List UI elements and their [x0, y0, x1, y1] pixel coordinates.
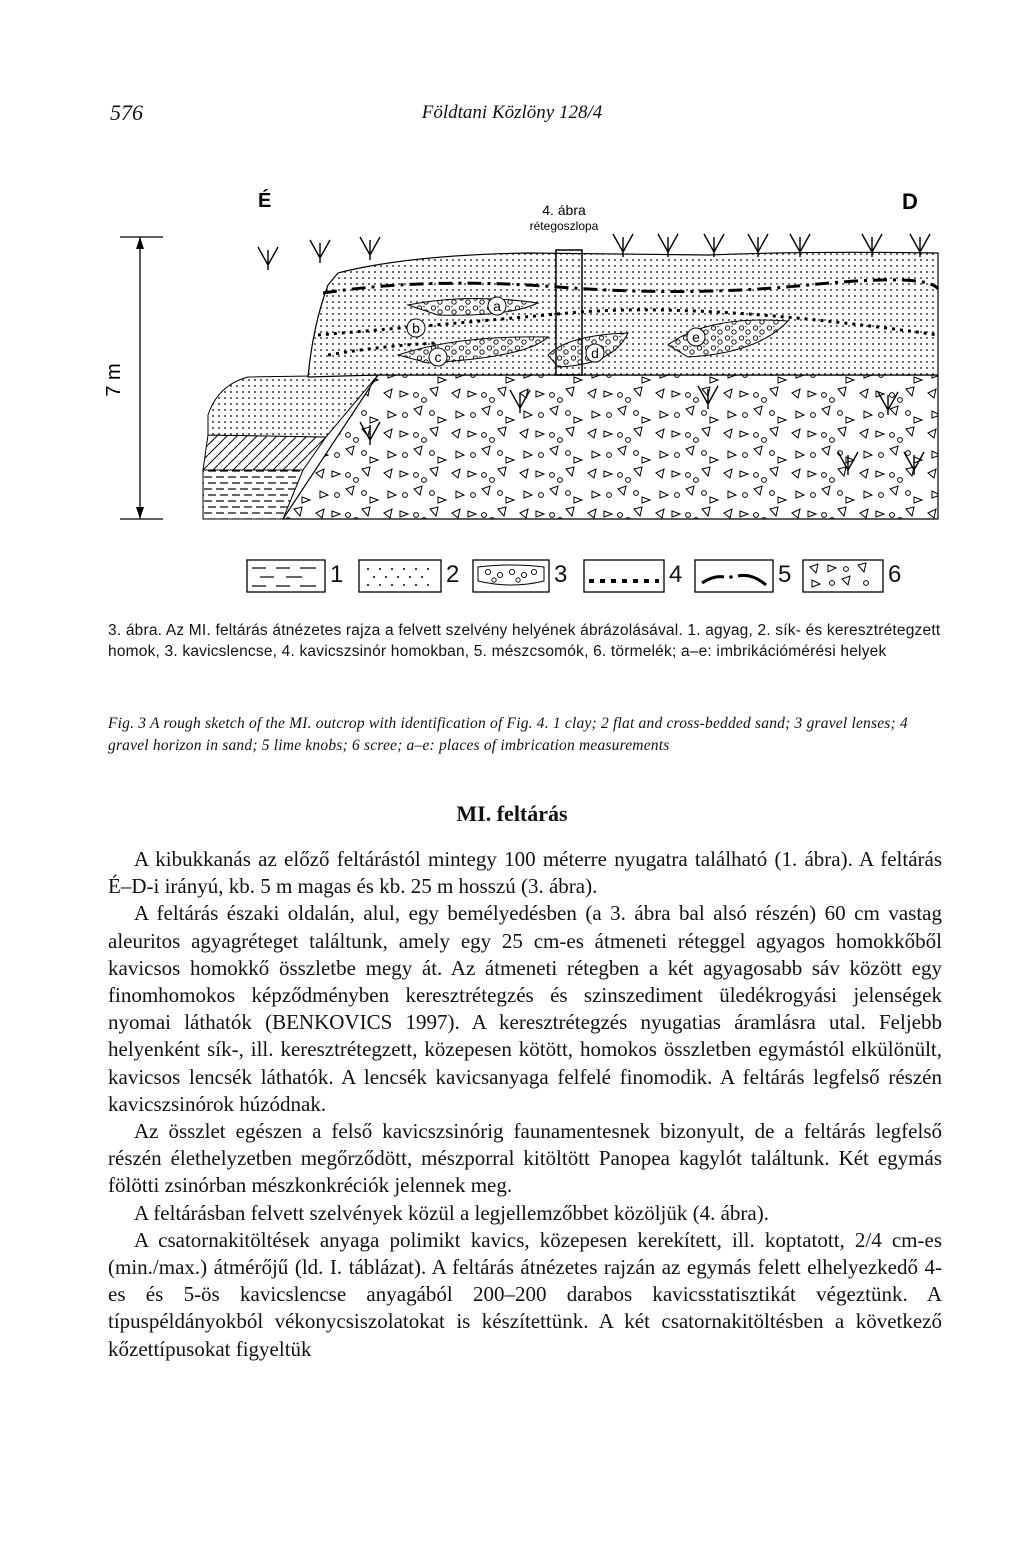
svg-text:d: d	[591, 345, 599, 361]
lens-label-e	[687, 328, 705, 346]
figure-caption-english: Fig. 3 A rough sketch of the MI. outcrop with identification of Fig. 4. 1 clay; 2 flat and cross-bedded sand; 3 gravel lenses; 4 gravel horizon in sand; 5 lime knobs; 6 scree; a–e: places of imbrication measurements	[108, 715, 908, 754]
body-text	[108, 846, 942, 1363]
column-label: 4. ábra	[542, 202, 586, 218]
svg-text:e: e	[692, 329, 700, 345]
outcrop-sketch	[103, 185, 940, 545]
running-head	[110, 100, 914, 130]
paragraph: A kibukkanás az előző feltárástól mintegy 100 méterre nyugatra található (1. ábra). A feltárás É–D-i irányú, kb. 5 m magas és kb. 25 m hosszú (3. ábra).	[108, 847, 942, 899]
column-sublabel: rétegoszlopa	[529, 219, 599, 233]
legend-number: 4	[669, 561, 683, 588]
sand-body	[308, 252, 938, 377]
paragraph: A feltárásban felvett szelvények közül a legjellemzőbbet közöljük (4. ábra).	[134, 1200, 769, 1225]
page-number: 576	[110, 100, 143, 125]
scree-body	[283, 375, 938, 519]
scale-bar	[120, 237, 163, 519]
paragraph: A feltárás északi oldalán, alul, egy bemélyedésben (a 3. ábra bal alsó részén) 60 cm vastag aleuritos agyagréteget találtunk, amely egy 25 cm-es átmeneti réteggel agyagos homokkőből kavicsos homokkő összletbe megy át. Az átmeneti rétegben a két agyagosabb sáv között egy finomhomokos képződményben keresztrétegzés és szinszediment üledékrogyási jelenségek nyomai láthatók (BENKOVICS 1997). A keresztrétegzés nyugatias áramlásra utal. Feljebb helyenként sík-, ill. keresztrétegzett, közepesen kötött, homokos összletben egymástól elkülönült, kavicsos lencsék láthatók. A lencsék kavicsanyaga felfelé finomodik. A feltárás legfelső részén kavicszsinórok húzódnak.	[108, 901, 942, 1116]
lens-label-b	[407, 319, 425, 337]
south-label: D	[902, 189, 918, 214]
journal-title: Földtani Közlöny 128/4	[421, 102, 603, 123]
legend-number: 3	[554, 561, 568, 588]
legend-number: 5	[778, 561, 792, 588]
lens-label-a	[488, 297, 506, 315]
svg-text:a: a	[493, 298, 501, 314]
scale-label: 7 m	[103, 363, 125, 397]
section-title: MI. feltárás	[456, 801, 568, 826]
paragraph: A csatornakitöltések anyaga polimikt kavics, közepesen kerekített, ill. koptatott, 2/4 cm-es (min./max.) átmérőjű (ld. I. táblázat). A feltárás átnézetes rajzán az egymás felett elhelyezkedő 4-es és 5-ös kavicslencse anyagából 200–200 darabos kavicsstatisztikát végeztünk. A típuspéldányokból vékonycsiszolatokat is készítettünk. A két csatornakitöltésben a következő kőzettípusokat figyeltük	[108, 1227, 942, 1361]
legend-number: 2	[446, 561, 460, 588]
lens-label-c	[429, 348, 447, 366]
svg-text:c: c	[434, 349, 442, 365]
north-label: É	[258, 190, 272, 212]
legend-number: 6	[888, 561, 902, 588]
legend-number: 1	[330, 561, 344, 588]
paragraph: Az összlet egészen a felső kavicszsinórig faunamentesnek bizonyult, de a feltárás legfelső részén élethelyzetben megőrződött, mészporral kitöltött Panopea kagylót találtunk. Két egymás fölötti zsinórban mészkonkréciók jelennek meg.	[108, 1119, 942, 1198]
svg-text:b: b	[412, 320, 420, 336]
figure-caption-hungarian: 3. ábra. Az MI. feltárás átnézetes rajza a felvett szelvény helyének ábrázolásával. 1. agyag, 2. sík- és keresztrétegzett homok, 3. kavicslencse, 4. kavicszsinór homokban, 5. mészcsomók, 6. törmelék; a–e: imbrikációmérési helyek	[108, 622, 941, 660]
hatched-layer	[203, 435, 326, 470]
lens-label-d	[586, 344, 604, 362]
